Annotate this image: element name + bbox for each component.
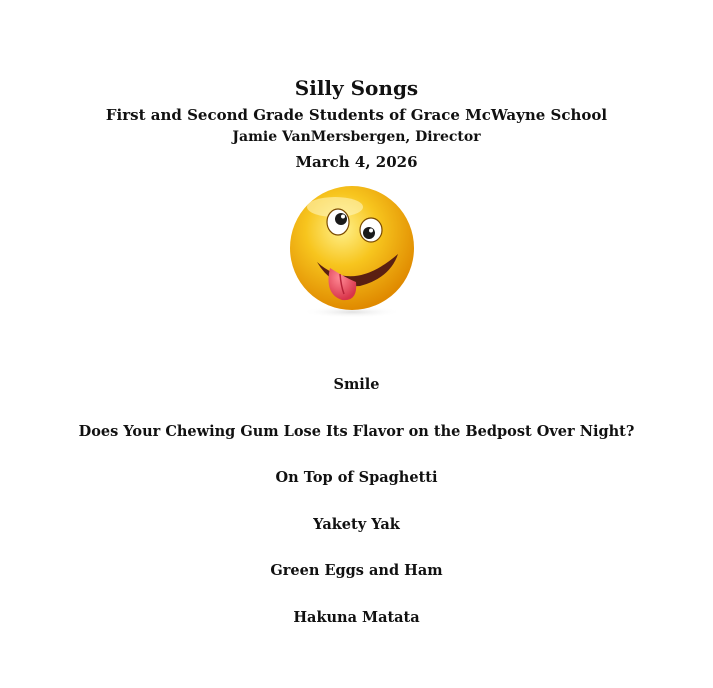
performers-line: First and Second Grade Students of Grace McWayne School [105, 106, 608, 124]
song-item: On Top of Spaghetti [275, 469, 438, 487]
song-list [0, 375, 713, 655]
silly-face-tongue-out-emoji-icon [280, 182, 420, 320]
song-item: Yakety Yak [313, 515, 400, 533]
director-line: Jamie VanMersbergen, Director [232, 129, 481, 145]
program-title: Silly Songs [294, 76, 419, 100]
song-item: Does Your Chewing Gum Lose Its Flavor on the Bedpost Over Night? [78, 422, 635, 440]
song-item: Green Eggs and Ham [270, 562, 443, 580]
song-item: Smile [333, 376, 380, 393]
song-item: Hakuna Matata [293, 608, 420, 626]
program-date: March 4, 2026 [295, 153, 418, 171]
